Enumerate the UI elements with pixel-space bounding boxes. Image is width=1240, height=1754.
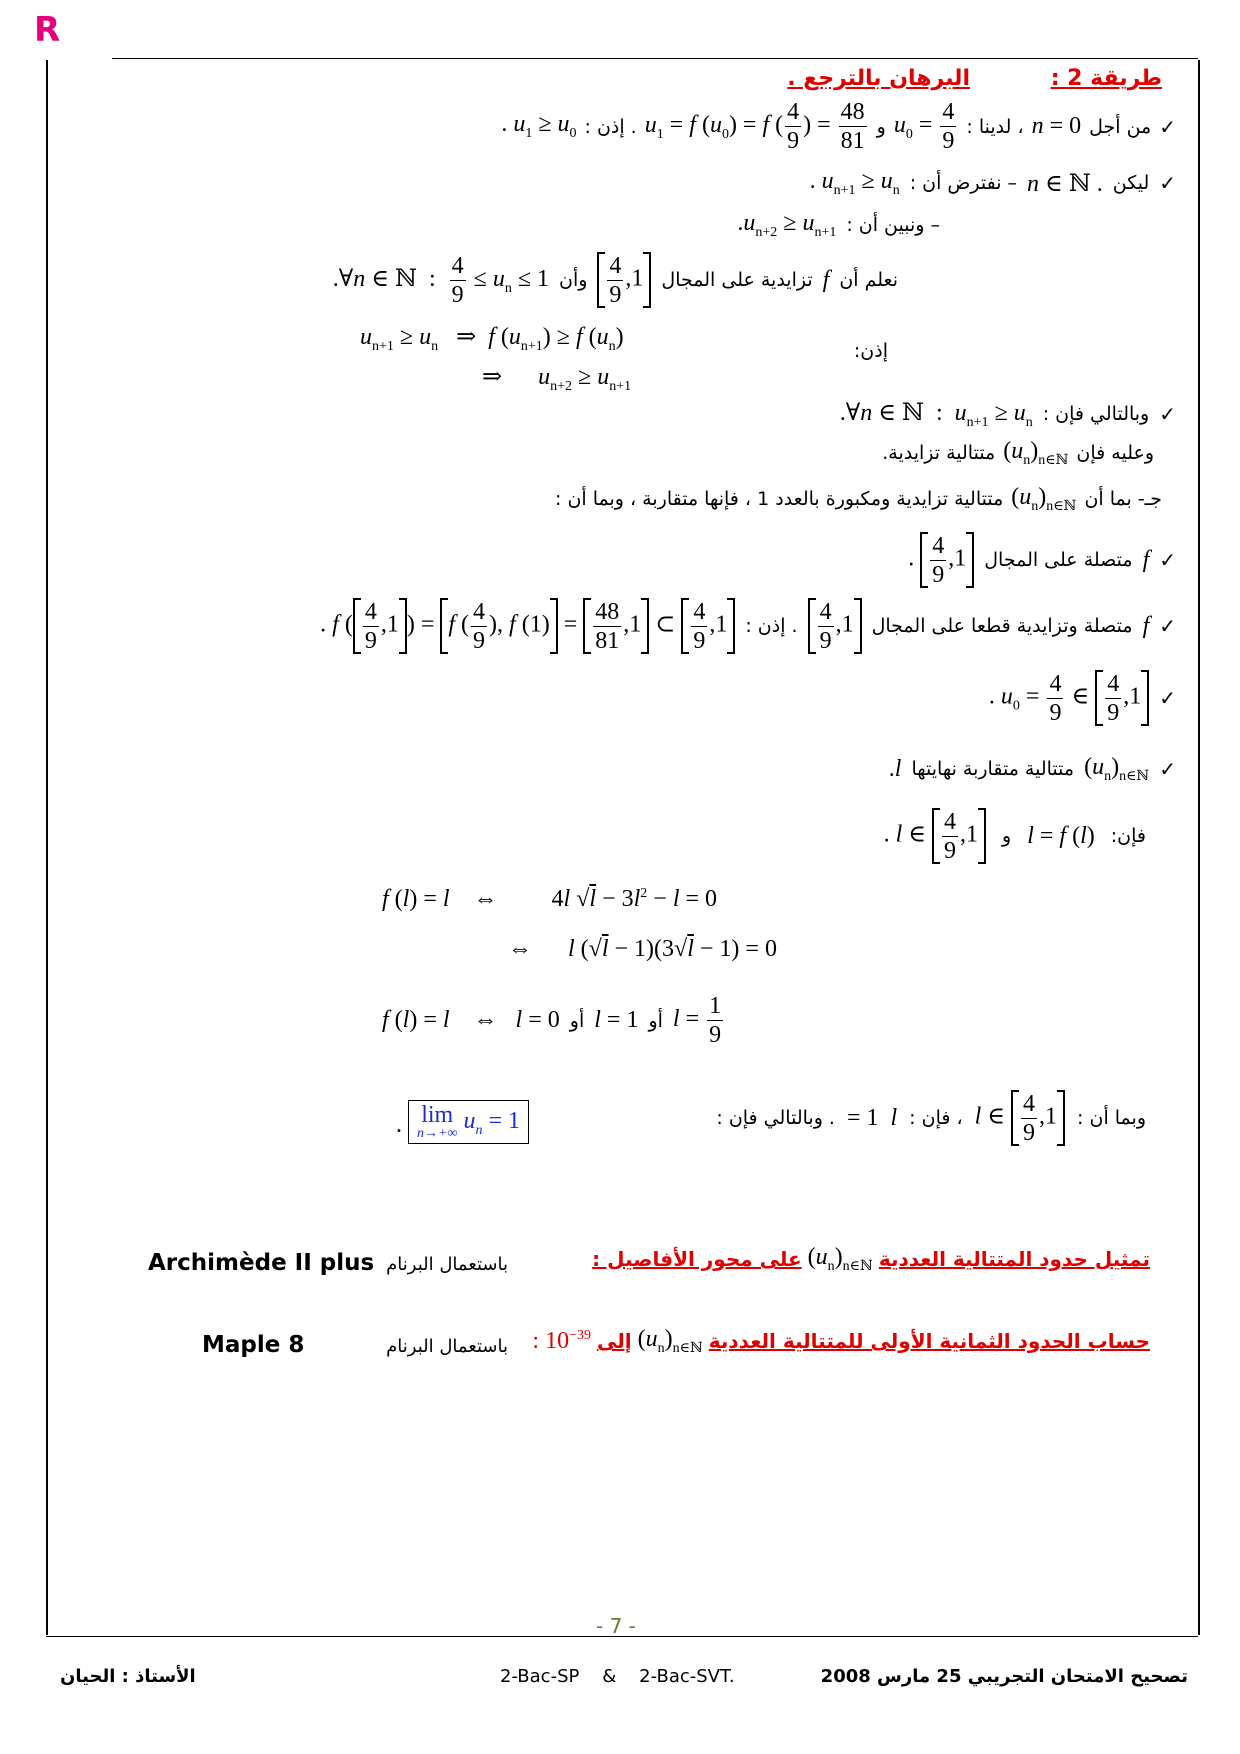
section-2: حساب الحدود الثمانية الأولى للمتتالية العددية $(u_n)_{n\in ℕ}$ إلى : $10^{-39}$ bbox=[532, 1326, 1150, 1356]
check-icon: ✓ bbox=[1159, 114, 1176, 139]
equation-2: ⇔ l (√l − 1)(3√l − 1) = 0 bbox=[508, 936, 777, 962]
footer-classes: 2-Bac-SP & 2-Bac-SVT. bbox=[500, 1666, 735, 1687]
check-icon: ✓ bbox=[1159, 171, 1176, 196]
line-3: – ونبين أن : $.u_{n+2} \ge u_{n+1}$ bbox=[737, 210, 940, 240]
limit-box: lim n→+∞ $u_n = 1$ bbox=[408, 1100, 529, 1144]
logo bbox=[34, 10, 60, 50]
cond-5: فإن: l = f (l) و . l ∈ $\frac{4}{9}$ ,1 bbox=[883, 808, 1146, 864]
line-8: جـ- بما أن $(u_n)_{n\in ℕ}$ متتالية تزايدية ومكبورة بالعدد 1 ، فإنها متقاربة ، وبما أن : bbox=[555, 484, 1162, 514]
then-label: إذن: bbox=[853, 340, 888, 362]
cond-4: ✓ $(u_n)_{n\in ℕ}$ متتالية متقاربة نهايتها .l bbox=[888, 754, 1176, 784]
cond-1: ✓ f متصلة على المجال . $\frac{4}{9}$ ,1 bbox=[908, 532, 1176, 588]
method-label: طريقة 2 : bbox=[1050, 66, 1162, 91]
check-icon: ✓ bbox=[1159, 548, 1176, 572]
check-icon: ✓ bbox=[1159, 686, 1176, 710]
check-icon: ✓ bbox=[1159, 757, 1176, 782]
footer-exam: تصحيح الامتحان التجريبي 25 مارس 2008 bbox=[820, 1666, 1188, 1687]
section-2-program: Maple 8 bbox=[202, 1332, 305, 1358]
line-7: وعليه فإن $(u_n)_{n\in ℕ}$ متتالية تزايدية. bbox=[882, 438, 1154, 468]
limit-dot: . bbox=[396, 1112, 402, 1138]
cond-3: ✓ . $u_0$ = $\frac{4}{9}$ ∈ $\frac{4}{9}$ ,1 bbox=[988, 670, 1176, 726]
line-4: نعلم أن f تزايدية على المجال $\frac{4}{9}$ ,1 وأن .∀n ∈ ℕ : $\frac{4}{9}$ ≤ $u_n \le 1$ bbox=[332, 252, 898, 308]
cond-2: ✓ f متصلة وتزايدية قطعا على المجال $\frac{4}{9}$ ,1 . إذن : . f ( $\frac{4}{9}$ ,1 ) = f ( $\frac{4}{9}$ ), f (1) = $\frac{48}{81}$ ,1 ⊂ $\frac{4}{9}$ ,1 bbox=[320, 598, 1176, 654]
line-1: ✓ من أجل n = 0 ، لدينا : $u_0$ = $\frac{4}{9}$ و $u_1 = f$ $(u_0) = f$ ( $\frac{4}{9}$ ) = $\frac{48}{81}$ . إذن : . $u_1 \ge u_0$ bbox=[501, 99, 1176, 154]
implication-2: ⇒ $u_{n+2} \ge u_{n+1}$ bbox=[482, 364, 632, 394]
section-1-using: باستعمال البرنام bbox=[386, 1254, 508, 1275]
equation-3: f (l) = l ⇔ l = 0 أو l = 1 أو l = $\frac{1}{9}$ bbox=[382, 993, 722, 1048]
line-2: ✓ ليكن n ∈ ℕ . – نفترض أن : . $u_{n+1} \ge u_n$ bbox=[809, 168, 1176, 198]
top-rule bbox=[112, 58, 1198, 59]
footer-author: الأستاذ : الحيان bbox=[60, 1666, 196, 1687]
check-icon: ✓ bbox=[1159, 614, 1176, 638]
method-title: البرهان بالترجع . bbox=[787, 66, 970, 91]
page-number: - 7 - bbox=[596, 1614, 636, 1638]
line-6: ✓ وبالتالي فإن : .∀n ∈ ℕ : $u_{n+1} \ge u_n$ bbox=[839, 400, 1176, 430]
check-icon: ✓ bbox=[1159, 402, 1176, 427]
section-1-program: Archimède II plus bbox=[148, 1250, 375, 1276]
section-2-using: باستعمال البرنام bbox=[386, 1336, 508, 1357]
section-1: تمثيل حدود المتتالية العددية $(u_n)_{n\in ℕ}$ على محور الأفاصيل : bbox=[592, 1244, 1150, 1274]
final-line: وبما أن : l ∈ $\frac{4}{9}$ ,1 ، فإن : l = 1 . وبالتالي فإن : bbox=[716, 1090, 1146, 1146]
implication-1: $u_{n+1} \ge u_n$ ⇒ f $(u_{n+1}) \ge f$ $(u_n)$ bbox=[360, 324, 624, 354]
logo-letter: R bbox=[34, 10, 61, 50]
equation-1: f (l) = l ⇔ 4l $√l - 3l^2 - l = 0$ bbox=[382, 886, 718, 912]
